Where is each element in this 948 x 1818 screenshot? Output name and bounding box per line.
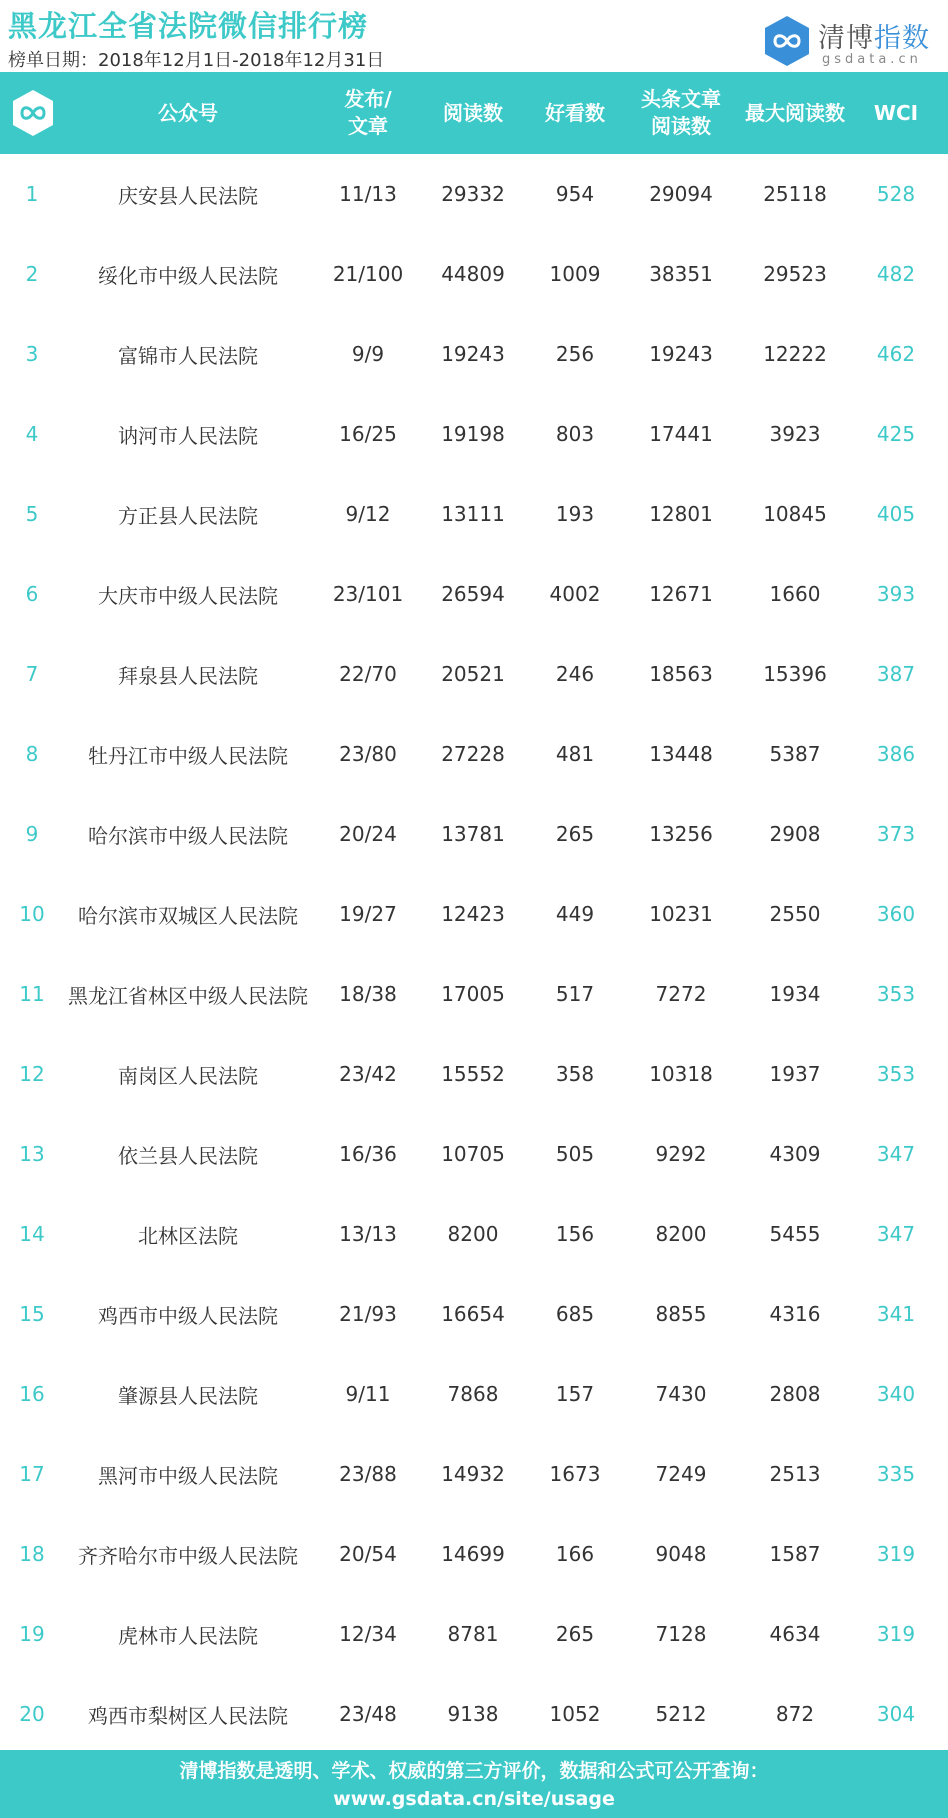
likes-cell: 265 [555,822,595,846]
reads-cell: 26594 [441,582,505,606]
account-name-cell[interactable]: 鸡西市中级人民法院 [98,1303,278,1328]
account-name-cell[interactable]: 黑龙江省林区中级人民法院 [68,983,308,1008]
brand-name [818,16,930,55]
reads-cell: 16654 [441,1302,505,1326]
rank-cell: 19 [19,1622,45,1646]
rank-cell: 4 [25,422,39,446]
likes-cell: 4002 [549,582,601,606]
publish-cell: 11/13 [339,182,397,206]
reads-cell: 20521 [441,662,505,686]
rank-cell: 17 [19,1462,45,1486]
brand-logo[interactable] [762,14,942,74]
headline-reads-cell: 10231 [649,902,713,926]
max-reads-cell: 4309 [769,1142,821,1166]
max-reads-cell: 4316 [769,1302,821,1326]
header-publish-line1: 发布/ [344,87,392,111]
max-reads-cell: 10845 [763,502,827,526]
publish-cell: 21/93 [339,1302,397,1326]
table-row [0,1594,948,1674]
reads-cell: 12423 [441,902,505,926]
reads-cell: 19198 [441,422,505,446]
headline-reads-cell: 5212 [655,1702,707,1726]
footer-banner [0,1750,948,1818]
table-row [0,234,948,314]
account-name-cell[interactable]: 黑河市中级人民法院 [98,1463,278,1488]
table-row [0,1434,948,1514]
wci-cell: 353 [876,982,916,1006]
publish-cell: 13/13 [339,1222,397,1246]
table-row [0,714,948,794]
reads-cell: 14699 [441,1542,505,1566]
reads-cell: 9138 [447,1702,499,1726]
wci-cell: 405 [876,502,916,526]
table-row [0,1354,948,1434]
page-title: 黑龙江全省法院微信排行榜 [8,9,369,43]
publish-cell: 22/70 [339,662,397,686]
header-account: 公众号 [158,100,218,125]
likes-cell: 166 [555,1542,595,1566]
header-max-reads: 最大阅读数 [745,100,845,125]
likes-cell: 256 [555,342,595,366]
likes-cell: 1009 [549,262,601,286]
max-reads-cell: 2513 [769,1462,821,1486]
table-header [0,72,948,154]
headline-reads-cell: 38351 [649,262,713,286]
wci-cell: 462 [876,342,916,366]
likes-cell: 1673 [549,1462,601,1486]
infinity-hexagon-icon [762,14,812,68]
max-reads-cell: 1934 [769,982,821,1006]
publish-cell: 23/88 [339,1462,397,1486]
headline-reads-cell: 9048 [655,1542,707,1566]
wci-cell: 340 [876,1382,916,1406]
account-name-cell[interactable]: 大庆市中级人民法院 [98,583,278,608]
headline-reads-cell: 12801 [649,502,713,526]
headline-reads-cell: 8200 [655,1222,707,1246]
headline-reads-cell: 9292 [655,1142,707,1166]
account-name-cell[interactable]: 讷河市人民法院 [118,423,258,448]
rank-cell: 20 [19,1702,45,1726]
likes-cell: 954 [555,182,595,206]
ranking-table-body [0,154,948,1754]
account-name-cell[interactable]: 哈尔滨市中级人民法院 [88,823,288,848]
likes-cell: 803 [555,422,595,446]
publish-cell: 12/34 [339,1622,397,1646]
publish-cell: 23/48 [339,1702,397,1726]
account-name-cell[interactable]: 虎林市人民法院 [118,1623,258,1648]
reads-cell: 13111 [441,502,505,526]
max-reads-cell: 12222 [763,342,827,366]
likes-cell: 505 [555,1142,595,1166]
rank-cell: 5 [25,502,39,526]
header-publish-line2: 文章 [348,114,388,138]
wci-cell: 482 [876,262,916,286]
likes-cell: 517 [555,982,595,1006]
publish-cell: 9/12 [345,502,391,526]
table-row [0,154,948,234]
max-reads-cell: 872 [775,1702,815,1726]
account-name-cell[interactable]: 庆安县人民法院 [118,183,258,208]
max-reads-cell: 25118 [763,182,827,206]
table-row [0,314,948,394]
table-row [0,1114,948,1194]
account-name-cell[interactable]: 南岗区人民法院 [118,1063,258,1088]
table-row [0,794,948,874]
account-name-cell[interactable]: 牡丹江市中级人民法院 [88,743,288,768]
publish-cell: 16/25 [339,422,397,446]
max-reads-cell: 2550 [769,902,821,926]
wci-cell: 347 [876,1222,916,1246]
wci-cell: 360 [876,902,916,926]
likes-cell: 246 [555,662,595,686]
headline-reads-cell: 7128 [655,1622,707,1646]
wci-cell: 373 [876,822,916,846]
wci-cell: 386 [876,742,916,766]
table-row [0,1194,948,1274]
table-row [0,634,948,714]
max-reads-cell: 29523 [763,262,827,286]
rank-cell: 8 [25,742,39,766]
max-reads-cell: 15396 [763,662,827,686]
reads-cell: 14932 [441,1462,505,1486]
header-headline-reads [626,72,736,154]
max-reads-cell: 2908 [769,822,821,846]
account-name-cell[interactable]: 绥化市中级人民法院 [98,263,278,288]
reads-cell: 44809 [441,262,505,286]
headline-reads-cell: 19243 [649,342,713,366]
rank-cell: 2 [25,262,39,286]
headline-reads-cell: 7249 [655,1462,707,1486]
rank-cell: 13 [19,1142,45,1166]
reads-cell: 29332 [441,182,505,206]
footer-link[interactable]: www.gsdata.cn/site/usage [333,1788,615,1810]
likes-cell: 481 [555,742,595,766]
account-name-cell[interactable]: 哈尔滨市双城区人民法院 [78,903,298,928]
wci-cell: 347 [876,1142,916,1166]
reads-cell: 8781 [447,1622,499,1646]
table-row [0,1514,948,1594]
brand-name-part2: 指数 [874,23,930,54]
publish-cell: 23/101 [332,582,404,606]
likes-cell: 449 [555,902,595,926]
max-reads-cell: 2808 [769,1382,821,1406]
reads-cell: 19243 [441,342,505,366]
account-name-cell[interactable]: 鸡西市梨树区人民法院 [88,1703,288,1728]
account-name-cell[interactable]: 方正县人民法院 [118,503,258,528]
rank-cell: 9 [25,822,39,846]
header-publish [318,72,418,154]
rank-cell: 10 [19,902,45,926]
wci-cell: 353 [876,1062,916,1086]
publish-cell: 20/24 [339,822,397,846]
account-name-cell[interactable]: 依兰县人民法院 [118,1143,258,1168]
likes-cell: 193 [555,502,595,526]
max-reads-cell: 4634 [769,1622,821,1646]
wci-cell: 387 [876,662,916,686]
reads-cell: 13781 [441,822,505,846]
table-row [0,874,948,954]
rank-cell: 11 [19,982,45,1006]
reads-cell: 7868 [447,1382,499,1406]
date-range: 榜单日期：2018年12月1日-2018年12月31日 [8,50,385,71]
headline-reads-cell: 13256 [649,822,713,846]
wci-cell: 393 [876,582,916,606]
max-reads-cell: 5387 [769,742,821,766]
header-headline-line1: 头条文章 [641,87,721,111]
max-reads-cell: 1937 [769,1062,821,1086]
headline-reads-cell: 7272 [655,982,707,1006]
reads-cell: 27228 [441,742,505,766]
account-name-cell[interactable]: 富锦市人民法院 [118,343,258,368]
table-row [0,1674,948,1754]
headline-reads-cell: 29094 [649,182,713,206]
rank-cell: 15 [19,1302,45,1326]
publish-cell: 18/38 [339,982,397,1006]
publish-cell: 23/42 [339,1062,397,1086]
wci-cell: 304 [876,1702,916,1726]
table-row [0,474,948,554]
brand-name-part1: 清博 [818,23,874,54]
page-header [0,0,948,72]
headline-reads-cell: 18563 [649,662,713,686]
wci-cell: 319 [876,1622,916,1646]
table-row [0,1034,948,1114]
table-row [0,1274,948,1354]
rank-cell: 7 [25,662,39,686]
publish-cell: 21/100 [332,262,404,286]
rank-cell: 16 [19,1382,45,1406]
table-row [0,554,948,634]
headline-reads-cell: 7430 [655,1382,707,1406]
publish-cell: 20/54 [339,1542,397,1566]
headline-reads-cell: 10318 [649,1062,713,1086]
publish-cell: 23/80 [339,742,397,766]
publish-cell: 9/11 [345,1382,391,1406]
likes-cell: 157 [555,1382,595,1406]
likes-cell: 685 [555,1302,595,1326]
wci-cell: 335 [876,1462,916,1486]
footer-note: 清博指数是透明、学术、权威的第三方评价，数据和公式可公开查询： [179,1760,769,1782]
account-name-cell[interactable]: 肇源县人民法院 [118,1383,258,1408]
table-row [0,394,948,474]
account-name-cell[interactable]: 拜泉县人民法院 [118,663,258,688]
likes-cell: 265 [555,1622,595,1646]
reads-cell: 17005 [441,982,505,1006]
max-reads-cell: 3923 [769,422,821,446]
likes-cell: 156 [555,1222,595,1246]
publish-cell: 19/27 [339,902,397,926]
reads-cell: 8200 [447,1222,499,1246]
rank-cell: 6 [25,582,39,606]
reads-cell: 10705 [441,1142,505,1166]
infinity-hexagon-icon [10,88,56,138]
header-wci: WCI [873,100,919,125]
rank-cell: 3 [25,342,39,366]
account-name-cell[interactable]: 北林区法院 [138,1223,238,1248]
headline-reads-cell: 17441 [649,422,713,446]
header-headline-line2: 阅读数 [651,114,711,138]
headline-reads-cell: 8855 [655,1302,707,1326]
wci-cell: 319 [876,1542,916,1566]
max-reads-cell: 5455 [769,1222,821,1246]
header-logo [10,88,56,142]
headline-reads-cell: 12671 [649,582,713,606]
wci-cell: 425 [876,422,916,446]
headline-reads-cell: 13448 [649,742,713,766]
rank-cell: 12 [19,1062,45,1086]
reads-cell: 15552 [441,1062,505,1086]
max-reads-cell: 1660 [769,582,821,606]
wci-cell: 528 [876,182,916,206]
wci-cell: 341 [876,1302,916,1326]
publish-cell: 9/9 [351,342,385,366]
header-likes: 好看数 [545,100,605,125]
rank-cell: 14 [19,1222,45,1246]
table-row [0,954,948,1034]
likes-cell: 1052 [549,1702,601,1726]
max-reads-cell: 1587 [769,1542,821,1566]
account-name-cell[interactable]: 齐齐哈尔市中级人民法院 [78,1543,298,1568]
likes-cell: 358 [555,1062,595,1086]
brand-domain: gsdata.cn [822,52,922,67]
rank-cell: 18 [19,1542,45,1566]
header-reads: 阅读数 [443,100,503,125]
publish-cell: 16/36 [339,1142,397,1166]
rank-cell: 1 [25,182,39,206]
